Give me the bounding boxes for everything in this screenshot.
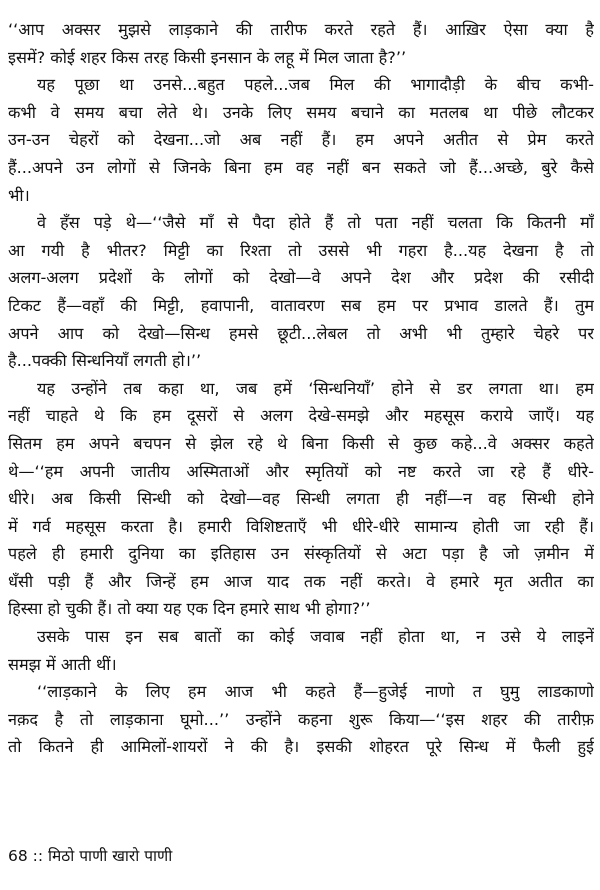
text-line: टिकट हैं—वहाँ की मिट्टी, हवापानी, वातावरण सब हम पर प्रभाव डालते हैं। तुम <box>8 295 594 315</box>
text-line: यह उन्होंने तब कहा था, जब हमें ‘सिन्धनियाँ’ होने से डर लगता था। हम <box>37 378 594 398</box>
text-line: हिस्सा हो चुकी हैं। तो क्या यह एक दिन हमारे साथ भी होगा?’’ <box>8 599 371 619</box>
text-line: उसके पास इन सब बातों का कोई जवाब नहीं होता था, न उसे ये लाइनें <box>37 627 594 647</box>
text-line: नक़द है तो लाड़काना घूमो...’’ उन्होंने कहना शुरू किया—‘‘इस शहर की तारीफ़ <box>8 709 594 729</box>
text-line: है...पक्की सिन्धनियाँ लगती हो।’’ <box>8 351 202 371</box>
text-line: हैं...अपने उन लोगों से जिनके बिना हम वह नहीं बन सकते जो हैं...अच्छे, बुरे कैसे <box>8 157 594 177</box>
text-line: थे—‘‘हम अपनी जातीय अस्मिताओं और स्मृतियों को नष्ट करते जा रहे हैं धीरे- <box>8 461 594 481</box>
text-line: सितम हम अपने बचपन से झेल रहे थे बिना किसी से कुछ कहे...वे अक्सर कहते <box>8 433 594 453</box>
text-line: धँसी पड़ी हैं और जिन्हें हम आज याद तक नहीं करते। वे हमारे मृत अतीत का <box>8 571 594 591</box>
text-line: आ गयी है भीतर? मिट्टी का रिश्ता तो उससे भी गहरा है...यह देखना है तो <box>8 240 594 260</box>
text-line: पहले ही हमारी दुनिया का इतिहास उन संस्कृतियों से अटा पड़ा है जो ज़मीन में <box>8 544 594 564</box>
text-line: ‘‘आप अक्सर मुझसे लाड़काने की तारीफ करते रहते हैं। आख़िर ऐसा क्या है <box>8 20 594 39</box>
text-line: में गर्व महसूस करता है। हमारी विशिष्टताएँ भी धीरे-धीरे सामान्य होती जा रही हैं। <box>8 516 594 536</box>
text-line: तो कितने ही आमिलों-शायरों ने की है। इसकी शोहरत पूरे सिन्ध में फैली हुई <box>8 737 594 757</box>
text-line: ‘‘लाड़काने के लिए हम आज भी कहते हैं—हुजेई नाणो त घुमु लाडकाणो <box>37 682 594 702</box>
text-line: नहीं चाहते थे कि हम दूसरों से अलग देखे-समझे और महसूस कराये जाएँ। यह <box>8 406 594 426</box>
text-line: धीरे। अब किसी सिन्धी को देखो—वह सिन्धी लगता ही नहीं—न वह सिन्धी होने <box>8 489 594 509</box>
text-line: अलग-अलग प्रदेशों के लोगों को देखो—वे अपने देश और प्रदेश की रसीदी <box>8 268 594 288</box>
text-line: वे हँस पड़े थे—‘‘जैसे माँ से पैदा होते हैं तो पता नहीं चलता कि कितनी माँ <box>37 213 594 233</box>
text-line: कभी वे समय बचा लेते थे। उनके लिए समय बचाने का मतलब था पीछे लौटकर <box>8 102 594 122</box>
text-line: भी। <box>8 185 30 205</box>
text-line: इसमें? कोई शहर किस तरह किसी इनसान के लहू में मिल जाता है?’’ <box>8 47 407 67</box>
text-line: समझ में आती थीं। <box>8 654 117 674</box>
page-footer: 68 :: मिठो पाणी खारो पाणी <box>8 847 173 865</box>
text-line: यह पूछा था उनसे...बहुत पहले...जब मिल की भागादौड़ी के बीच कभी- <box>37 75 594 95</box>
text-line: उन-उन चेहरों को देखना...जो अब नहीं हैं। हम अपने अतीत से प्रेम करते <box>8 130 594 150</box>
body-text <box>8 16 594 761</box>
text-line: अपने आप को देखो—सिन्ध हमसे छूटी...लेबल तो अभी भी तुम्हारे चेहरे पर <box>8 323 594 343</box>
